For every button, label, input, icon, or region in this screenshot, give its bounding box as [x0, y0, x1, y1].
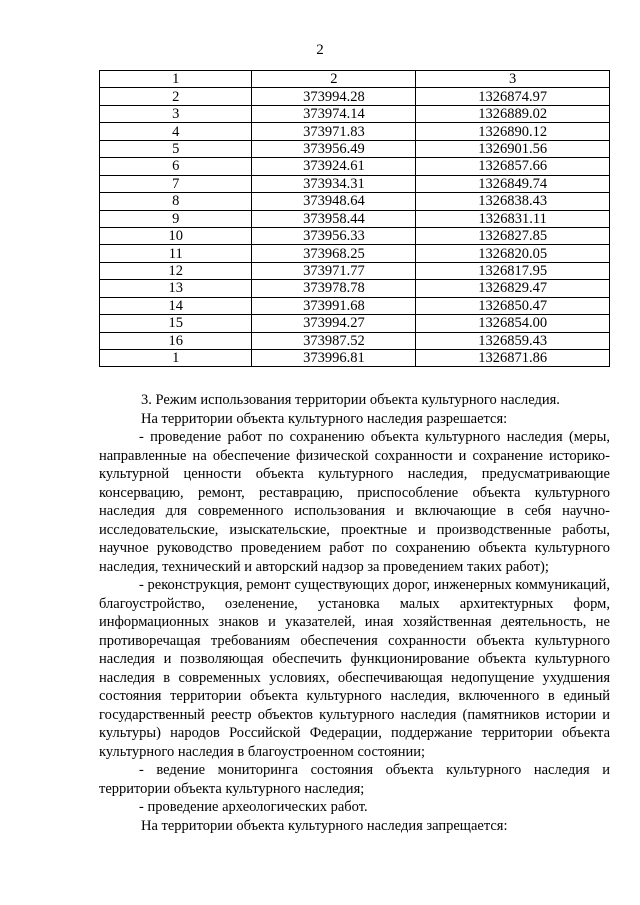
y-coordinate-cell: 1326901.56: [416, 140, 610, 157]
point-number-cell: 9: [100, 210, 252, 227]
table-row: [100, 140, 610, 157]
y-coordinate-cell: 1326859.43: [416, 332, 610, 349]
y-coordinate-cell: 1326871.86: [416, 350, 610, 367]
permitted-item-monitoring: - ведение мониторинга состояния объекта культурного наследия и территории объекта культурного наследия;: [99, 762, 610, 797]
y-coordinate-cell: 1326854.00: [416, 315, 610, 332]
point-number-cell: 14: [100, 297, 252, 314]
x-coordinate-cell: 373978.78: [252, 280, 416, 297]
table-row: [100, 297, 610, 314]
table-row: [100, 158, 610, 175]
y-coordinate-cell: 1326829.47: [416, 280, 610, 297]
point-number-cell: 11: [100, 245, 252, 262]
y-coordinate-cell: 1326890.12: [416, 123, 610, 140]
y-coordinate-cell: 1326857.66: [416, 158, 610, 175]
point-number-cell: 7: [100, 175, 252, 192]
table-row: [100, 227, 610, 244]
y-coordinate-cell: 1326827.85: [416, 227, 610, 244]
y-coordinate-cell: 1326874.97: [416, 88, 610, 105]
point-number-cell: 15: [100, 315, 252, 332]
point-number-cell: 2: [100, 88, 252, 105]
table-row: [100, 105, 610, 122]
x-coordinate-cell: 373934.31: [252, 175, 416, 192]
x-coordinate-cell: 373971.83: [252, 123, 416, 140]
point-number-cell: 4: [100, 123, 252, 140]
permitted-intro: На территории объекта культурного наследия разрешается:: [141, 410, 508, 427]
y-coordinate-cell: 1326820.05: [416, 245, 610, 262]
table-row: [100, 280, 610, 297]
y-coordinate-cell: 1326831.11: [416, 210, 610, 227]
x-coordinate-cell: 373956.49: [252, 140, 416, 157]
table-row: [100, 175, 610, 192]
table-row: [100, 350, 610, 367]
y-coordinate-cell: 1326838.43: [416, 193, 610, 210]
x-coordinate-cell: 373994.27: [252, 315, 416, 332]
table-row: [100, 88, 610, 105]
table-row: [100, 332, 610, 349]
x-coordinate-cell: 373987.52: [252, 332, 416, 349]
point-number-cell: 13: [100, 280, 252, 297]
y-coordinate-cell: 1326817.95: [416, 262, 610, 279]
y-coordinate-cell: 1326889.02: [416, 105, 610, 122]
point-number-cell: 16: [100, 332, 252, 349]
prohibited-intro: На территории объекта культурного наследия запрещается:: [141, 817, 508, 834]
x-coordinate-cell: 373971.77: [252, 262, 416, 279]
permitted-item-reconstruction: - реконструкция, ремонт существующих дорог, инженерных коммуникаций, благоустройство, озеленение, установка малых архитектурных форм, информационных знаков и указателей, иная хозяйственная деятельность, не противоречащая требованиям обеспечения сохранности объекта культурного наследия и позволяющая обеспечить функционирование объекта культурного наследия в современных условиях, обеспечивающая недопущение ухудшения состояния территории объекта культурного наследия, включенного в единый государственный реестр объектов культурного наследия (памятников истории и культуры) народов Российской Федерации, поддержание территории объекта культурного наследия в благоустроенном состоянии;: [99, 577, 610, 760]
point-number-cell: 5: [100, 140, 252, 157]
y-coordinate-cell: 1326849.74: [416, 175, 610, 192]
header-cell-x: 2: [252, 71, 416, 88]
x-coordinate-cell: 373996.81: [252, 350, 416, 367]
point-number-cell: 10: [100, 227, 252, 244]
coordinates-table-body: [100, 71, 610, 367]
y-coordinate-cell: 1326850.47: [416, 297, 610, 314]
x-coordinate-cell: 373994.28: [252, 88, 416, 105]
coordinates-table: [99, 70, 610, 367]
table-row: [100, 123, 610, 140]
point-number-cell: 12: [100, 262, 252, 279]
body-text: [99, 391, 610, 835]
permitted-item-conservation: - проведение работ по сохранению объекта культурного наследия (меры, направленные на обеспечение физической сохранности и сохранение историко-культурной ценности объекта культурного наследия, предусматривающие консервацию, ремонт, реставрацию, приспособление объекта культурного наследия для современного использования и включающие в себя научно-исследовательские, изыскательские, проектные и производственные работы, научное руководство проведением работ по сохранению объекта культурного наследия, технический и авторский надзор за проведением таких работ);: [99, 429, 610, 575]
section-heading: 3. Режим использования территории объекта культурного наследия.: [141, 392, 560, 408]
table-row: [100, 315, 610, 332]
x-coordinate-cell: 373948.64: [252, 193, 416, 210]
header-cell-y: 3: [416, 71, 610, 88]
x-coordinate-cell: 373991.68: [252, 297, 416, 314]
x-coordinate-cell: 373958.44: [252, 210, 416, 227]
point-number-cell: 3: [100, 105, 252, 122]
x-coordinate-cell: 373974.14: [252, 105, 416, 122]
table-row: [100, 245, 610, 262]
table-row: [100, 210, 610, 227]
x-coordinate-cell: 373924.61: [252, 158, 416, 175]
permitted-item-archaeology: - проведение археологических работ.: [139, 799, 368, 815]
header-cell-point: 1: [100, 71, 252, 88]
point-number-cell: 1: [100, 350, 252, 367]
table-row: [100, 262, 610, 279]
x-coordinate-cell: 373956.33: [252, 227, 416, 244]
x-coordinate-cell: 373968.25: [252, 245, 416, 262]
point-number-cell: 6: [100, 158, 252, 175]
table-row: [100, 193, 610, 210]
point-number-cell: 8: [100, 193, 252, 210]
table-header-row: [100, 71, 610, 88]
page-number: 2: [316, 42, 324, 58]
